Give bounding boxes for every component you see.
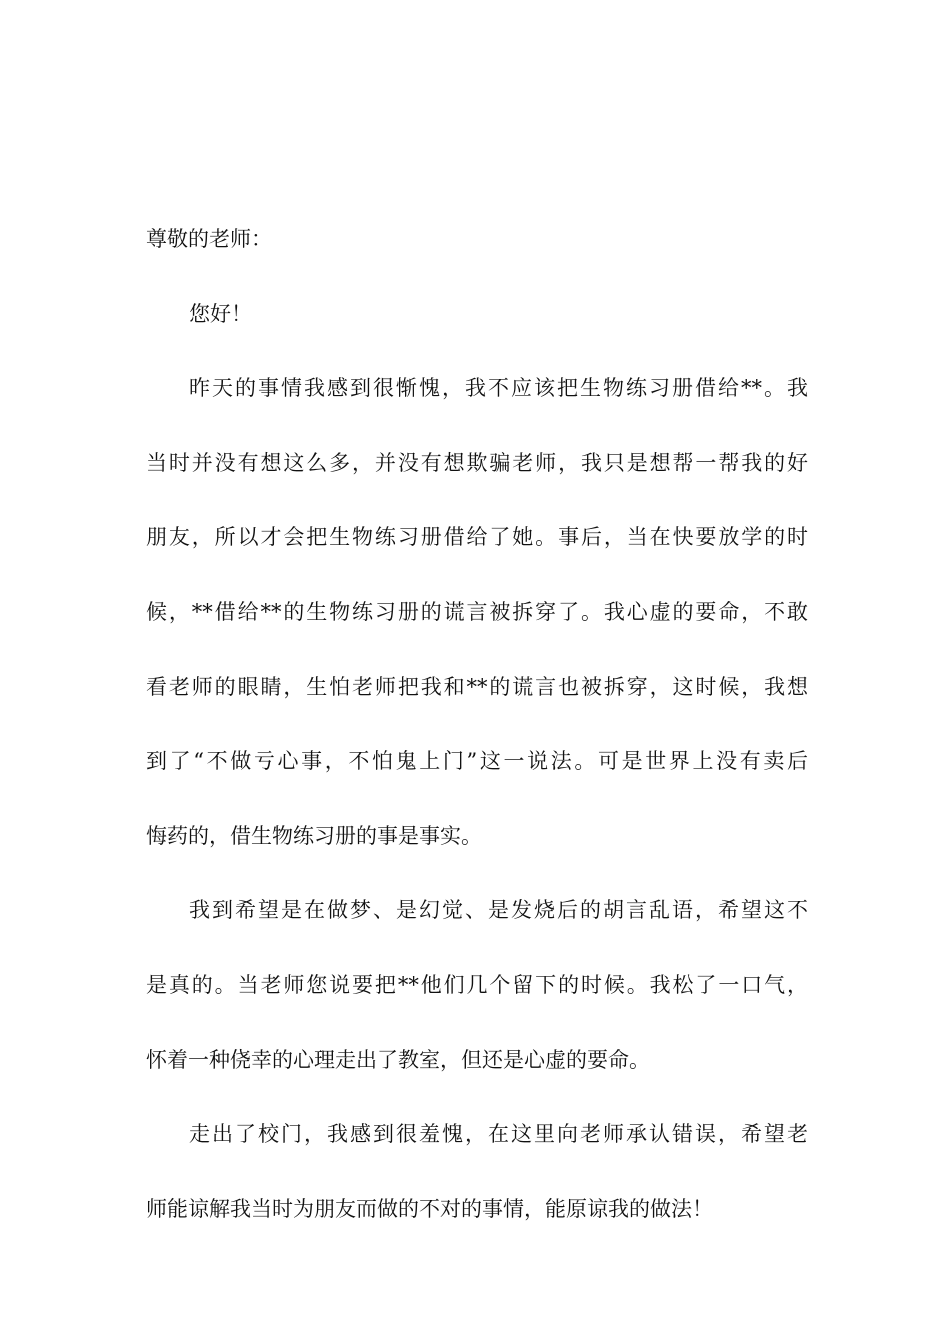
letter-body bbox=[146, 202, 808, 1246]
greeting: 您好！ bbox=[189, 301, 252, 326]
paragraph-line: 师能谅解我当时为朋友而做的不对的事情，能原谅我的做法！ bbox=[146, 1196, 713, 1221]
paragraph-line: 走出了校门，我感到很羞愧，在这里向老师承认错误，希望老 bbox=[189, 1122, 808, 1147]
paragraph-2 bbox=[146, 873, 808, 1097]
paragraph-line: 看老师的眼睛，生怕老师把我和**的谎言也被拆穿，这时候，我想 bbox=[146, 674, 808, 699]
paragraph-line: 悔药的，借生物练习册的事是事实。 bbox=[146, 823, 482, 848]
paragraph-line: 昨天的事情我感到很惭愧，我不应该把生物练习册借给**。我 bbox=[189, 376, 808, 401]
paragraph-line: 朋友，所以才会把生物练习册借给了她。事后，当在快要放学的时 bbox=[146, 525, 808, 550]
paragraph-line: 到了“不做亏心事，不怕鬼上门”这一说法。可是世界上没有卖后 bbox=[146, 749, 808, 774]
paragraph-1 bbox=[146, 351, 808, 873]
salutation: 尊敬的老师： bbox=[146, 227, 272, 251]
paragraph-line: 候，**借给**的生物练习册的谎言被拆穿了。我心虚的要命，不敢 bbox=[146, 599, 808, 624]
paragraph-line: 是真的。当老师您说要把**他们几个留下的时候。我松了一口气， bbox=[146, 972, 808, 997]
paragraph-3 bbox=[146, 1097, 808, 1246]
paragraph-line: 当时并没有想这么多，并没有想欺骗老师，我只是想帮一帮我的好 bbox=[146, 450, 808, 475]
paragraph-line: 我到希望是在做梦、是幻觉、是发烧后的胡言乱语，希望这不 bbox=[189, 898, 808, 923]
paragraph-line: 怀着一种侥幸的心理走出了教室，但还是心虚的要命。 bbox=[146, 1047, 650, 1072]
